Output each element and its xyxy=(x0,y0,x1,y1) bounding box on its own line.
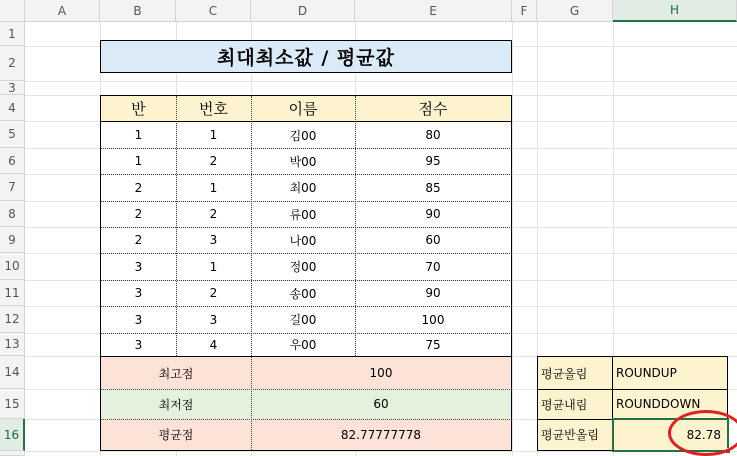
cell-score[interactable]: 95 xyxy=(425,154,441,168)
row-header-9[interactable]: 9 xyxy=(0,227,25,253)
row-header-17[interactable] xyxy=(0,451,25,456)
row-header-16[interactable]: 16 xyxy=(0,419,25,451)
cell-number[interactable]: 1 xyxy=(209,128,218,142)
row-header-15[interactable]: 15 xyxy=(0,389,25,419)
row-header-7[interactable]: 7 xyxy=(0,174,25,201)
column-header-b[interactable]: B xyxy=(100,0,176,22)
cell-class[interactable]: 3 xyxy=(134,337,143,352)
cell-name[interactable]: 우00 xyxy=(289,338,317,352)
row-header-6[interactable]: 6 xyxy=(0,148,25,174)
cell-score[interactable]: 90 xyxy=(425,207,441,221)
cell-class[interactable]: 2 xyxy=(134,233,143,247)
cell-name[interactable]: 정00 xyxy=(289,260,317,274)
select-all-corner[interactable] xyxy=(0,0,25,22)
cell-class[interactable]: 3 xyxy=(134,312,143,327)
side-roundup-value[interactable]: ROUNDUP xyxy=(613,357,727,389)
cell-number[interactable]: 3 xyxy=(209,312,218,327)
column-header-g[interactable]: G xyxy=(537,0,613,22)
column-header-a[interactable]: A xyxy=(25,0,100,22)
cell-class[interactable]: 1 xyxy=(134,154,143,168)
cell-number[interactable]: 1 xyxy=(209,259,218,274)
row-header-12[interactable]: 12 xyxy=(0,306,25,333)
cell-number[interactable]: 2 xyxy=(209,154,218,168)
row-header-13[interactable]: 13 xyxy=(0,333,25,356)
cell-score[interactable]: 100 xyxy=(421,312,445,327)
cell-name[interactable]: 박00 xyxy=(289,154,317,169)
row-header-3[interactable]: 3 xyxy=(0,81,25,95)
side-rounddown-label[interactable]: 평균내림 xyxy=(538,389,613,419)
highlight-circle-annotation xyxy=(668,410,737,456)
column-header-h[interactable]: H xyxy=(613,0,737,22)
cell-name[interactable]: 최00 xyxy=(289,181,317,195)
column-header-f[interactable]: F xyxy=(512,0,537,22)
cell-number[interactable]: 4 xyxy=(209,337,218,352)
cell-name[interactable]: 나00 xyxy=(289,233,317,248)
cell-score[interactable]: 75 xyxy=(425,337,441,352)
cell-name[interactable]: 송00 xyxy=(289,286,317,301)
cell-score[interactable]: 90 xyxy=(425,286,441,300)
header-name[interactable]: 이름 xyxy=(251,96,355,121)
row-header-4[interactable]: 4 xyxy=(0,95,25,121)
column-header-e[interactable]: E xyxy=(355,0,512,22)
cell-class[interactable]: 2 xyxy=(134,180,143,195)
summary-avg-value[interactable]: 82.77777778 xyxy=(251,419,511,450)
summary-min-label[interactable]: 최저점 xyxy=(101,389,251,419)
row-header-2[interactable]: 2 xyxy=(0,46,25,81)
sheet-title[interactable]: 최대최소값 / 평균값 xyxy=(100,40,512,73)
cell-number[interactable]: 1 xyxy=(209,180,218,195)
cell-score[interactable]: 60 xyxy=(425,233,441,247)
header-class[interactable]: 반 xyxy=(101,96,176,121)
column-header-c[interactable]: C xyxy=(176,0,251,22)
side-round-label[interactable]: 평균반올림 xyxy=(538,419,613,450)
header-number[interactable]: 번호 xyxy=(176,96,251,121)
header-score[interactable]: 점수 xyxy=(355,96,511,121)
row-header-10[interactable]: 10 xyxy=(0,253,25,280)
column-header-d[interactable]: D xyxy=(251,0,355,22)
summary-min-value[interactable]: 60 xyxy=(251,389,511,419)
row-header-1[interactable]: 1 xyxy=(0,22,25,46)
summary-avg-label[interactable]: 평균점 xyxy=(101,419,251,450)
cell-class[interactable]: 3 xyxy=(134,286,143,300)
cell-class[interactable]: 1 xyxy=(134,128,143,142)
cell-number[interactable]: 2 xyxy=(209,286,218,300)
cell-score[interactable]: 80 xyxy=(425,128,441,142)
row-header-5[interactable]: 5 xyxy=(0,121,25,148)
cell-number[interactable]: 3 xyxy=(209,233,218,247)
row-header-8[interactable]: 8 xyxy=(0,201,25,227)
cell-score[interactable]: 70 xyxy=(425,259,441,274)
side-rounddown-value[interactable]: ROUNDDOWN xyxy=(613,389,727,419)
side-round-value[interactable]: 82.78 xyxy=(613,419,727,450)
cell-number[interactable]: 2 xyxy=(209,207,218,221)
cell-name[interactable]: 김00 xyxy=(289,128,317,143)
cell-class[interactable]: 3 xyxy=(134,259,143,274)
summary-max-label[interactable]: 최고점 xyxy=(101,357,251,389)
cell-name[interactable]: 류00 xyxy=(289,207,317,222)
cell-name[interactable]: 길00 xyxy=(289,313,317,327)
side-roundup-label[interactable]: 평균올림 xyxy=(538,357,613,389)
cell-score[interactable]: 85 xyxy=(425,180,441,195)
cell-class[interactable]: 2 xyxy=(134,207,143,221)
row-header-11[interactable]: 11 xyxy=(0,280,25,306)
summary-max-value[interactable]: 100 xyxy=(251,357,511,389)
row-header-14[interactable]: 14 xyxy=(0,356,25,389)
